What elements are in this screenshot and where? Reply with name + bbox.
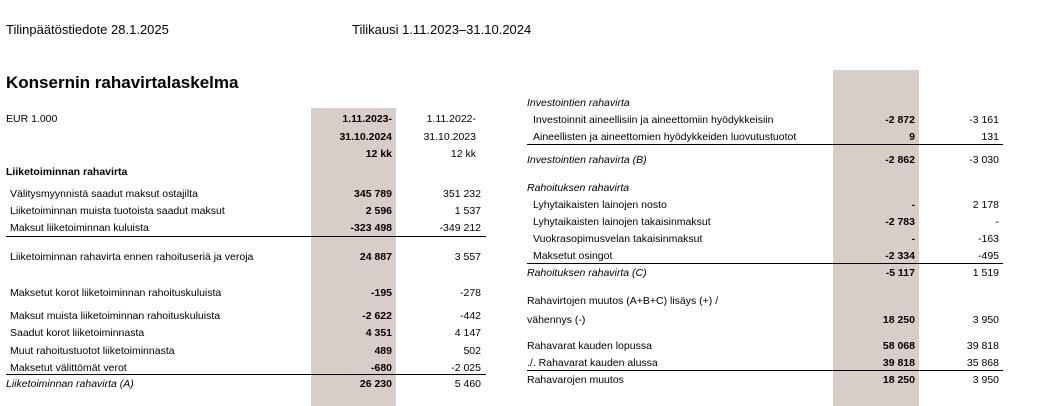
row-label: Liiketoiminnan muista tuotoista saadut maksut <box>10 205 225 217</box>
row-label: Liiketoiminnan rahavirta (A) <box>6 378 134 390</box>
row-prior-value: -278 <box>459 287 481 299</box>
release-date-label: Tilinpäätöstiedote 28.1.2025 <box>6 22 169 37</box>
fiscal-period-label: Tilikausi 1.11.2023–31.10.2024 <box>352 22 532 37</box>
row-current-value: -323 498 <box>350 222 392 234</box>
row-label: Lyhytaikaisten lainojen nosto <box>533 199 667 211</box>
row-current-value: -2 872 <box>885 114 915 126</box>
row-current-value: - <box>911 199 915 211</box>
row-prior-value: 1 519 <box>972 267 999 279</box>
row-prior-value: - <box>995 216 999 228</box>
row-label: Investoinnit aineellisiin ja aineettomiin hyödykkeisiin <box>533 114 774 126</box>
row-label: Maksut muista liiketoiminnan rahoituskuluista <box>10 310 221 322</box>
unit-label: EUR 1.000 <box>6 113 58 125</box>
row-label: Maksetut välittömät verot <box>10 362 127 374</box>
row-label: Aineellisten ja aineettomien hyödykkeiden luovutustuotot <box>533 131 797 143</box>
col-current-line1: 1.11.2023- <box>342 113 392 125</box>
row-prior-value: 351 232 <box>443 188 481 200</box>
row-label: ./. Rahavarat kauden alussa <box>527 357 658 369</box>
total-rule <box>527 144 1003 145</box>
row-current-value: -2 334 <box>885 250 915 262</box>
col-current-line3: 12 kk <box>365 148 392 160</box>
row-current-value: 9 <box>909 131 915 143</box>
row-prior-value: -349 212 <box>439 222 481 234</box>
row-current-value: 24 887 <box>359 251 392 263</box>
subtotal-rule <box>6 236 486 237</box>
row-label: Rahavarojen muutos <box>527 374 624 386</box>
row-label: Maksut liiketoiminnan kuluista <box>10 222 149 234</box>
row-prior-value: -495 <box>977 250 999 262</box>
row-current-value: -2 783 <box>885 216 915 228</box>
row-label: Liiketoiminnan rahavirta ennen rahoituseriä ja veroja <box>10 251 254 263</box>
operating-section-title: Liiketoiminnan rahavirta <box>6 166 128 178</box>
row-current-value: -2 622 <box>362 310 392 322</box>
row-label: Välitysmyynnistä saadut maksut ostajilta <box>10 188 198 200</box>
row-current-value: 18 250 <box>882 374 915 386</box>
col-prior-line3: 12 kk <box>450 148 476 160</box>
row-prior-value: 35 868 <box>966 357 999 369</box>
row-prior-value: -3 161 <box>969 114 999 126</box>
row-current-value: 4 351 <box>365 327 392 339</box>
total-rule <box>6 374 486 375</box>
row-label: Saadut korot liiketoiminnasta <box>10 327 145 339</box>
row-current-value: 39 818 <box>882 357 915 369</box>
row-label-cont: vähennys (-) <box>527 314 586 326</box>
row-prior-value: 3 950 <box>972 314 999 326</box>
row-prior-value: 5 460 <box>454 378 481 390</box>
row-prior-value: 3 950 <box>972 374 999 386</box>
col-current-line2: 31.10.2024 <box>339 131 392 143</box>
investing-section-title: Investointien rahavirta <box>527 97 630 109</box>
row-label: Lyhytaikaisten lainojen takaisinmaksut <box>533 216 711 228</box>
row-current-value: 489 <box>374 345 392 357</box>
row-label: Investointien rahavirta (B) <box>527 154 647 166</box>
row-label: Rahavarat kauden lopussa <box>527 340 652 352</box>
row-prior-value: 39 818 <box>966 340 999 352</box>
row-label: Rahoituksen rahavirta (C) <box>527 267 647 279</box>
page-title: Konsernin rahavirtalaskelma <box>6 73 239 92</box>
row-label: Muut rahoitustuotot liiketoiminnasta <box>10 345 175 357</box>
row-current-value: 26 230 <box>359 378 392 390</box>
row-current-value: - <box>911 233 915 245</box>
row-label: Maksetut korot liiketoiminnan rahoituskuluista <box>10 287 222 299</box>
row-prior-value: 3 557 <box>454 251 481 263</box>
row-current-value: -195 <box>370 287 392 299</box>
row-current-value: -2 862 <box>885 154 915 166</box>
total-rule <box>527 370 1003 371</box>
row-prior-value: 502 <box>463 345 481 357</box>
row-current-value: 345 789 <box>354 188 392 200</box>
row-prior-value: -2 025 <box>451 362 481 374</box>
row-current-value: 18 250 <box>882 314 915 326</box>
col-prior-line1: 1.11.2022- <box>426 113 476 125</box>
row-prior-value: -3 030 <box>969 154 999 166</box>
row-label: Vuokrasopimusvelan takaisinmaksut <box>533 233 703 245</box>
row-current-value: -5 117 <box>885 267 915 279</box>
financing-section-title: Rahoituksen rahavirta <box>527 182 630 194</box>
row-prior-value: -442 <box>459 310 481 322</box>
row-prior-value: 1 537 <box>454 205 481 217</box>
row-label: Rahavirtojen muutos (A+B+C) lisäys (+) / <box>527 295 719 307</box>
row-current-value: 2 596 <box>365 205 392 217</box>
row-prior-value: 2 178 <box>972 199 999 211</box>
col-prior-line2: 31.10.2023 <box>423 131 476 143</box>
row-prior-value: 131 <box>981 131 999 143</box>
row-label: Maksetut osingot <box>533 250 613 262</box>
row-prior-value: -163 <box>977 233 999 245</box>
row-prior-value: 4 147 <box>454 327 481 339</box>
total-rule <box>527 263 1003 264</box>
row-current-value: 58 068 <box>882 340 915 352</box>
row-current-value: -680 <box>370 362 392 374</box>
